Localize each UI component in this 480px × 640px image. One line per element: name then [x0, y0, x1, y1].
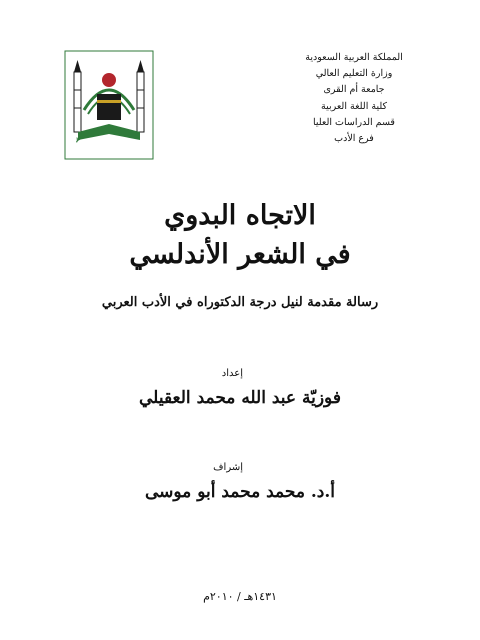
header-line-country: المملكة العربية السعودية [305, 52, 403, 63]
thesis-title-line2: في الشعر الأندلسي [129, 239, 351, 270]
thesis-title-line1: الاتجاه البدوي [164, 200, 316, 231]
header-line-branch: فرع الأدب [334, 133, 374, 145]
thesis-date: ١٤٣١هـ / ٢٠١٠م [203, 590, 277, 603]
header-line-university: جامعة أم القرى [323, 84, 385, 96]
author-name: فوزيّة عبد الله محمد العقيلي [139, 388, 341, 408]
header-line-college: كلية اللغة العربية [321, 100, 387, 112]
institution-header [294, 50, 414, 147]
author-label: إعداد [221, 368, 243, 379]
header-line-ministry: وزارة التعليم العالي [315, 68, 393, 80]
supervisor-name: أ.د. محمد محمد أبو موسى [144, 482, 335, 502]
university-logo [64, 50, 154, 160]
university-logo-icon [64, 50, 154, 160]
supervisor-label: إشراف [213, 462, 243, 473]
logo-lettering: Y [73, 136, 81, 146]
header-line-department: قسم الدراسات العليا [313, 116, 395, 128]
thesis-subtitle: رسالة مقدمة لنيل درجة الدكتوراه في الأدب العربي [101, 295, 379, 310]
